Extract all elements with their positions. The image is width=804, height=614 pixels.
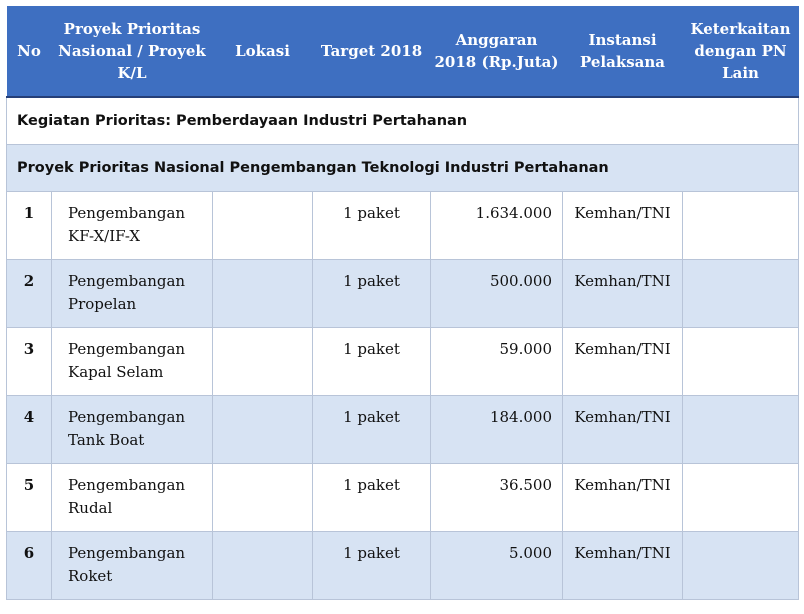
cell-project-name: Pengembangan KF-X/IF-X (52, 192, 213, 260)
cell-project-name: Pengembangan Roket (52, 532, 213, 600)
table-row (7, 260, 799, 328)
section-project-label: Proyek Prioritas Nasional Pengembangan Teknologi Industri Pertahanan (7, 145, 799, 192)
cell-project-name: Pengembangan Rudal (52, 464, 213, 532)
cell-location (213, 192, 313, 260)
cell-link (683, 464, 799, 532)
header-budget: Anggaran 2018 (Rp.Juta) (431, 6, 563, 97)
table-row (7, 328, 799, 396)
cell-link (683, 260, 799, 328)
cell-project-name: Pengembangan Propelan (52, 260, 213, 328)
cell-project-name: Pengembangan Tank Boat (52, 396, 213, 464)
cell-link (683, 328, 799, 396)
cell-budget: 5.000 (431, 532, 563, 600)
header-link: Keterkaitan dengan PN Lain (683, 6, 799, 97)
cell-agency: Kemhan/TNI (563, 192, 683, 260)
header-location: Lokasi (213, 6, 313, 97)
cell-target: 1 paket (313, 532, 431, 600)
document-page (6, 6, 798, 610)
cell-agency: Kemhan/TNI (563, 328, 683, 396)
cell-no: 5 (7, 464, 52, 532)
header-row (7, 6, 799, 97)
section-row-activity (7, 97, 799, 145)
cell-no: 2 (7, 260, 52, 328)
cell-target: 1 paket (313, 396, 431, 464)
cell-no: 4 (7, 396, 52, 464)
cell-budget: 59.000 (431, 328, 563, 396)
section-row-project (7, 145, 799, 192)
table-header (7, 6, 799, 97)
table-row (7, 464, 799, 532)
cell-location (213, 532, 313, 600)
cell-project-name: Pengembangan Kapal Selam (52, 328, 213, 396)
cell-target: 1 paket (313, 328, 431, 396)
cell-agency: Kemhan/TNI (563, 396, 683, 464)
table-row (7, 532, 799, 600)
table-row (7, 192, 799, 260)
cell-agency: Kemhan/TNI (563, 260, 683, 328)
cell-target: 1 paket (313, 260, 431, 328)
cell-location (213, 260, 313, 328)
cell-no: 3 (7, 328, 52, 396)
cell-link (683, 532, 799, 600)
cell-location (213, 464, 313, 532)
cell-target: 1 paket (313, 192, 431, 260)
cell-budget: 500.000 (431, 260, 563, 328)
cell-no: 1 (7, 192, 52, 260)
priority-project-table (6, 6, 799, 600)
cell-budget: 1.634.000 (431, 192, 563, 260)
cell-no: 6 (7, 532, 52, 600)
header-agency: Instansi Pelaksana (563, 6, 683, 97)
cell-agency: Kemhan/TNI (563, 532, 683, 600)
table-row (7, 396, 799, 464)
cell-budget: 36.500 (431, 464, 563, 532)
header-project: Proyek Prioritas Nasional / Proyek K/L (52, 6, 213, 97)
header-target: Target 2018 (313, 6, 431, 97)
cell-link (683, 192, 799, 260)
cell-location (213, 328, 313, 396)
table-body (7, 97, 799, 600)
cell-location (213, 396, 313, 464)
section-activity-label: Kegiatan Prioritas: Pemberdayaan Industri Pertahanan (7, 97, 799, 145)
cell-link (683, 396, 799, 464)
cell-budget: 184.000 (431, 396, 563, 464)
cell-agency: Kemhan/TNI (563, 464, 683, 532)
cell-target: 1 paket (313, 464, 431, 532)
header-no: No (7, 6, 52, 97)
